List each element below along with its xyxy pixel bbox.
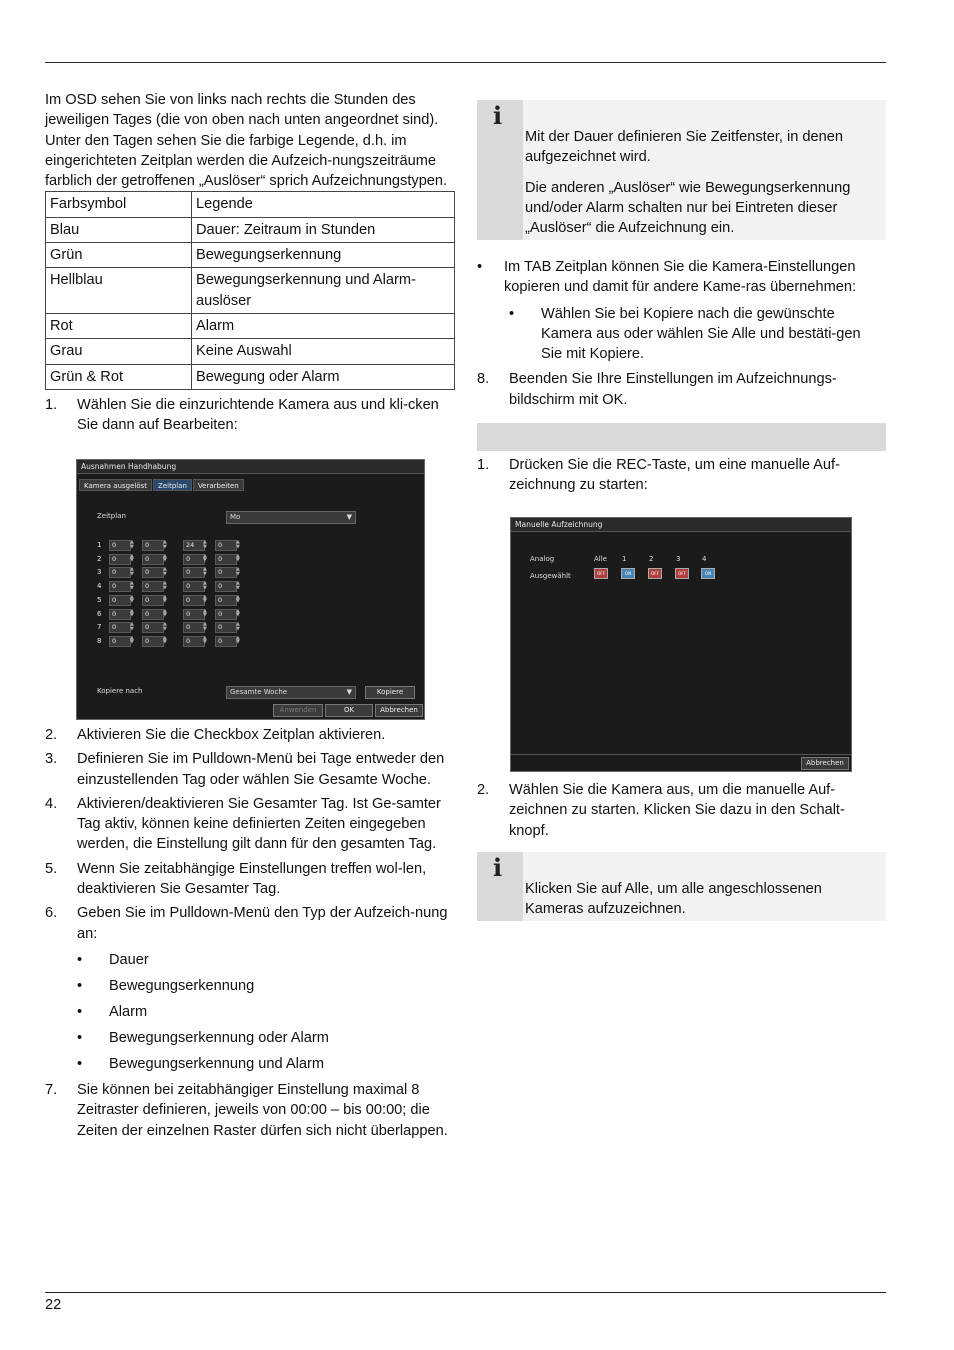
bullet: • <box>77 1029 83 1046</box>
bottom-divider <box>511 754 851 755</box>
row-number: 7 <box>97 623 102 632</box>
end-hour-field[interactable]: 0 <box>183 609 205 620</box>
spinner-icon[interactable]: ▲ ▼ <box>203 566 207 577</box>
spinner-icon[interactable]: ▲ ▼ <box>130 593 134 605</box>
step-number: 2. <box>477 782 490 798</box>
cancel-button[interactable]: Abbrechen <box>375 704 423 717</box>
list-item <box>77 1028 457 1054</box>
step-number: 1. <box>45 396 58 413</box>
right-column <box>477 100 886 496</box>
start-minute-field[interactable]: 0 <box>142 609 164 620</box>
start-minute-field[interactable]: 0 <box>142 622 164 633</box>
spinner-icon[interactable]: ▲ ▼ <box>163 580 167 591</box>
start-minute-field[interactable]: 0 <box>142 581 164 592</box>
table-row <box>46 243 455 268</box>
end-hour-field[interactable]: 0 <box>183 567 205 578</box>
info-icon: i <box>493 852 503 882</box>
table-cell: Grau <box>46 339 192 364</box>
table-row <box>46 268 455 314</box>
step-text: Wenn Sie zeitabhängige Einstellungen treffen wol-len, deaktivieren Sie Gesamter Tag. <box>77 860 427 898</box>
left-column <box>45 90 457 435</box>
step-text: Wählen Sie die einzurichtende Kamera aus und kli-cken Sie dann auf Bearbeiten: <box>77 396 439 434</box>
left-column-lower <box>45 725 457 1141</box>
bullet: • <box>477 259 483 275</box>
list-item <box>77 1002 457 1028</box>
section-header-bar <box>477 423 886 451</box>
start-hour-field[interactable]: 0 <box>109 540 131 551</box>
end-minute-field[interactable]: 0 <box>215 581 237 592</box>
bullet: • <box>509 305 515 322</box>
manual-step-2 <box>477 780 881 841</box>
table-cell: Bewegung oder Alarm <box>192 364 455 389</box>
info-note-2 <box>477 852 886 921</box>
step-number: 8. <box>477 371 490 388</box>
info-note-text <box>477 100 886 238</box>
list-item-text: Bewegungserkennung und Alarm <box>109 1055 325 1072</box>
start-hour-field[interactable]: 0 <box>109 636 131 647</box>
spinner-icon[interactable]: ▲ ▼ <box>236 634 240 646</box>
start-minute-field[interactable]: 0 <box>142 554 164 565</box>
schedule-screenshot <box>76 459 425 720</box>
info-icon: i <box>493 101 503 130</box>
bullet: • <box>77 951 83 968</box>
end-minute-field[interactable]: 0 <box>215 636 237 647</box>
step-text: Geben Sie im Pulldown-Menü den Typ der Aufzeich-nung an: <box>77 905 448 942</box>
step-8 <box>477 369 879 410</box>
list-item <box>77 1054 457 1080</box>
spinner-icon[interactable]: ▲ ▼ <box>236 580 240 591</box>
spinner-icon[interactable]: ▲ ▼ <box>163 593 167 605</box>
row-number: 5 <box>97 595 102 604</box>
step-number: 7. <box>45 1081 58 1098</box>
table-cell: Rot <box>46 313 192 338</box>
step-4 <box>45 794 457 855</box>
column-all: Alle <box>594 555 607 563</box>
table-row <box>46 313 455 338</box>
spinner-icon[interactable]: ▲ ▼ <box>130 552 134 564</box>
table-row <box>46 339 455 364</box>
tab-bar <box>79 479 245 491</box>
manual-record-screenshot <box>510 517 852 772</box>
page-number: 22 <box>45 1297 62 1313</box>
step-text: Drücken Sie die REC-Taste, um eine manuelle Auf-zeichnung zu starten: <box>509 457 840 494</box>
spinner-icon[interactable]: ▲ ▼ <box>203 552 207 564</box>
legend-table <box>45 191 455 389</box>
tab-schedule[interactable]: Zeitplan <box>153 479 192 491</box>
step-number: 3. <box>45 751 58 768</box>
spinner-icon[interactable]: ▲ ▼ <box>203 539 207 550</box>
spinner-icon[interactable]: ▲ ▼ <box>163 552 167 564</box>
column-4: 4 <box>702 555 707 563</box>
chevron-down-icon: ▼ <box>346 513 352 521</box>
bullet: • <box>77 977 83 994</box>
step-text: Beenden Sie Ihre Einstellungen im Aufzeichnungs-bildschirm mit OK. <box>509 371 837 408</box>
spinner-icon[interactable]: ▲ ▼ <box>163 607 167 618</box>
spinner-icon[interactable]: ▲ ▼ <box>203 634 207 646</box>
table-cell: Bewegungserkennung <box>192 243 455 268</box>
table-cell: Legende <box>192 192 455 217</box>
cancel-button[interactable]: Abbrechen <box>801 757 849 770</box>
start-hour-field[interactable]: 0 <box>109 554 131 565</box>
table-cell: Farbsymbol <box>46 192 192 217</box>
row-number: 2 <box>97 554 102 563</box>
bullet: • <box>77 1003 83 1020</box>
end-minute-field[interactable]: 0 <box>215 622 237 633</box>
list-item <box>77 976 457 1002</box>
list-item-text: Bewegungserkennung oder Alarm <box>109 1029 329 1046</box>
end-hour-field[interactable]: 0 <box>183 595 205 606</box>
start-minute-field[interactable]: 0 <box>142 636 164 647</box>
table-cell: Bewegungserkennung und Alarm-auslöser <box>192 268 455 314</box>
step-number: 4. <box>45 795 58 812</box>
list-item-text: Dauer <box>109 951 149 968</box>
start-hour-field[interactable]: 0 <box>109 609 131 620</box>
end-minute-field[interactable]: 0 <box>215 609 237 620</box>
table-cell: Grün <box>46 243 192 268</box>
bottom-rule <box>45 1292 886 1293</box>
step-number: 5. <box>45 860 58 877</box>
info-note <box>477 100 886 240</box>
note-paragraph: Klicken Sie auf Alle, um alle angeschlossenen Kameras aufzuzeichnen. <box>525 880 822 918</box>
spinner-icon[interactable]: ▲ ▼ <box>163 539 167 550</box>
apply-button[interactable]: Anwenden <box>273 704 323 717</box>
copy-to-select-value: Gesamte Woche <box>230 688 288 696</box>
copy-sub-bullet <box>509 304 876 365</box>
list-item <box>77 950 457 976</box>
dialog-title: Manuelle Aufzeichnung <box>511 518 851 532</box>
step-2 <box>45 725 457 745</box>
spinner-icon[interactable]: ▲ ▼ <box>130 621 134 632</box>
record-type-list <box>45 950 457 1080</box>
column-3: 3 <box>676 555 681 563</box>
end-hour-field[interactable]: 0 <box>183 622 205 633</box>
step-7 <box>45 1080 457 1141</box>
table-cell: Blau <box>46 217 192 242</box>
row-number: 4 <box>97 582 102 591</box>
step-number: 1. <box>477 457 490 474</box>
end-hour-field[interactable]: 0 <box>183 636 205 647</box>
schedule-label: Zeitplan <box>97 512 126 520</box>
info-note-text <box>477 852 886 920</box>
column-1: 1 <box>622 555 627 563</box>
analog-label: Analog <box>530 555 555 563</box>
start-hour-field[interactable]: 0 <box>109 581 131 592</box>
copy-button[interactable]: Kopiere <box>365 686 415 699</box>
step-1 <box>45 395 455 436</box>
record-toggle-1[interactable]: ON <box>621 568 635 579</box>
table-header-row <box>46 192 455 217</box>
row-number: 8 <box>97 636 102 645</box>
record-toggle-all[interactable]: OFF <box>594 568 608 579</box>
manual-step-1 <box>477 455 879 496</box>
column-2: 2 <box>649 555 654 563</box>
bullet: • <box>77 1055 83 1072</box>
day-select[interactable] <box>226 511 356 524</box>
spinner-icon[interactable]: ▲ ▼ <box>203 607 207 618</box>
step-text: Wählen Sie die Kamera aus, um die manuelle Auf-zeichnen zu starten. Klicken Sie dazu in den Schalt-knopf. <box>509 782 845 839</box>
spinner-icon[interactable]: ▲ ▼ <box>236 552 240 564</box>
start-minute-field[interactable]: 0 <box>142 595 164 606</box>
ok-button[interactable]: OK <box>325 704 373 717</box>
step-text: Sie können bei zeitabhängiger Einstellung maximal 8 Zeitraster definieren, jeweils von 00:00 – bis 00:00; die Zeiten der einzelnen Raster dürfen sich nicht überlappen. <box>77 1081 448 1139</box>
tab-camera-triggered[interactable]: Kamera ausgelöst <box>79 479 152 491</box>
list-item-text: Alarm <box>109 1003 148 1020</box>
step-3 <box>45 749 457 790</box>
spinner-icon[interactable]: ▲ ▼ <box>130 539 134 550</box>
end-hour-field[interactable]: 0 <box>183 554 205 565</box>
spinner-icon[interactable]: ▲ ▼ <box>163 634 167 646</box>
spinner-icon[interactable]: ▲ ▼ <box>130 634 134 646</box>
copy-to-select[interactable] <box>226 686 356 699</box>
day-select-value: Mo <box>230 513 241 521</box>
spinner-icon[interactable]: ▲ ▼ <box>236 539 240 550</box>
spinner-icon[interactable]: ▲ ▼ <box>236 593 240 605</box>
table-cell: Alarm <box>192 313 455 338</box>
tab-copy-bullet <box>477 257 874 298</box>
list-item-text: Bewegungserkennung <box>109 977 255 994</box>
step-6 <box>45 903 457 944</box>
spinner-icon[interactable]: ▲ ▼ <box>203 593 207 605</box>
copy-to-label: Kopiere nach <box>97 687 143 695</box>
end-minute-field[interactable]: 0 <box>215 595 237 606</box>
tab-processing[interactable]: Verarbeiten <box>193 479 244 491</box>
row-number: 6 <box>97 609 102 618</box>
spinner-icon[interactable]: ▲ ▼ <box>236 566 240 577</box>
table-cell: Hellblau <box>46 268 192 314</box>
spinner-icon[interactable]: ▲ ▼ <box>163 621 167 632</box>
row-number: 3 <box>97 568 102 577</box>
end-minute-field[interactable]: 0 <box>215 567 237 578</box>
selected-label: Ausgewählt <box>530 572 571 580</box>
spinner-icon[interactable]: ▲ ▼ <box>203 580 207 591</box>
step-5 <box>45 859 447 900</box>
dialog-title: Ausnahmen Handhabung <box>77 460 424 474</box>
step-number: 2. <box>45 727 58 743</box>
start-minute-field[interactable]: 0 <box>142 567 164 578</box>
end-hour-field[interactable]: 0 <box>183 581 205 592</box>
end-minute-field[interactable]: 0 <box>215 540 237 551</box>
record-toggle-2[interactable]: OFF <box>648 568 662 579</box>
spinner-icon[interactable]: ▲ ▼ <box>130 607 134 618</box>
top-rule <box>45 62 886 63</box>
table-cell: Dauer: Zeitraum in Stunden <box>192 217 455 242</box>
record-toggle-3[interactable]: OFF <box>675 568 689 579</box>
spinner-icon[interactable]: ▲ ▼ <box>130 566 134 577</box>
bullet-text: Im TAB Zeitplan können Sie die Kamera-Einstellungen kopieren und damit für andere Kame-ras übernehmen: <box>504 259 857 296</box>
table-row <box>46 364 455 389</box>
step-text: Aktivieren Sie die Checkbox Zeitplan aktivieren. <box>77 727 386 743</box>
intro-paragraph: Im OSD sehen Sie von links nach rechts die Stunden des jeweiligen Tages (die von oben nach unten angeordnet sind). Unter den Tagen sehen Sie die farbige Legende, d.h. im eingerichteten Zeitplan werden die Aufzeich-nungszeiträume farblich der getroffenen „Auslöser“ sprich Aufzeichnungstypen. <box>45 92 448 190</box>
table-cell: Keine Auswahl <box>192 339 455 364</box>
row-number: 1 <box>97 541 102 549</box>
end-hour-field[interactable]: 24 <box>183 540 205 551</box>
spinner-icon[interactable]: ▲ ▼ <box>236 621 240 632</box>
spinner-icon[interactable]: ▲ ▼ <box>236 607 240 618</box>
spinner-icon[interactable]: ▲ ▼ <box>163 566 167 577</box>
step-text: Aktivieren/deaktivieren Sie Gesamter Tag. Ist Ge-samter Tag aktiv, können keine definierten Zeiten eingegeben werden, die Einstellung gilt dann für den gesamten Tag. <box>77 795 441 853</box>
record-toggle-4[interactable]: ON <box>701 568 715 579</box>
start-hour-field[interactable]: 0 <box>109 622 131 633</box>
step-text: Definieren Sie im Pulldown-Menü bei Tage entweder den einzustellenden Tag oder wählen Sie Gesamte Woche. <box>77 751 445 788</box>
start-hour-field[interactable]: 0 <box>109 595 131 606</box>
table-cell: Grün & Rot <box>46 364 192 389</box>
bullet-text: Wählen Sie bei Kopiere nach die gewünschte Kamera aus oder wählen Sie Alle und bestäti-gen Sie mit Kopiere. <box>541 305 861 363</box>
note-paragraph: Mit der Dauer definieren Sie Zeitfenster, in denen aufgezeichnet wird. <box>525 129 843 166</box>
end-minute-field[interactable]: 0 <box>215 554 237 565</box>
note-paragraph: Die anderen „Auslöser“ wie Bewegungserkennung und/oder Alarm schalten nur bei Eintreten dieser „Auslöser“ die Aufzeichnung ein. <box>525 179 851 237</box>
spinner-icon[interactable]: ▲ ▼ <box>203 621 207 632</box>
table-row <box>46 217 455 242</box>
chevron-down-icon: ▼ <box>346 688 352 696</box>
spinner-icon[interactable]: ▲ ▼ <box>130 580 134 591</box>
step-number: 6. <box>45 905 58 922</box>
start-hour-field[interactable]: 0 <box>109 567 131 578</box>
right-column-lower <box>477 780 886 921</box>
start-minute-field[interactable]: 0 <box>142 540 164 551</box>
